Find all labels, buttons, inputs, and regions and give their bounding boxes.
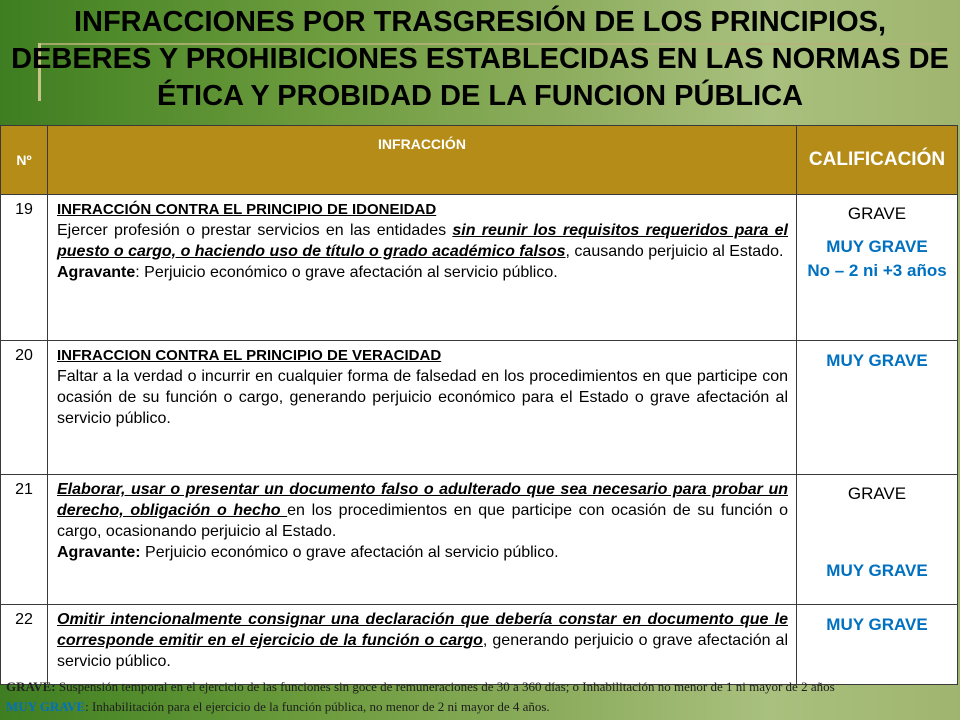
row-number: 20 [1, 341, 48, 475]
header-num: Nº [1, 126, 48, 195]
footer-notes [0, 677, 960, 720]
footer-muy-grave-text: : Inhabilitación para el ejercicio de la función pública, no menor de 2 ni mayor de 4 años. [85, 699, 550, 714]
footer-muy-grave-line [6, 697, 550, 717]
row-text: Ejercer profesión o prestar servicios en las entidades [57, 222, 453, 239]
footer-grave-text: Suspensión temporal en el ejercicio de las funciones sin goce de remuneraciones de 30 a 360 días; o Inhabilitación no menor de 1 ni mayor de 2 años [55, 679, 835, 694]
row-infraction [48, 341, 797, 475]
row-text-emphasis: sin reunir los requisitos requeridos para el puesto o cargo, o haciendo uso de título o grado académico falsos [57, 222, 788, 260]
row-rating [797, 195, 958, 341]
rating-term: No – 2 ni +3 años [807, 261, 947, 280]
row-text: Faltar a la verdad o incurrir en cualquier forma de falsedad en los procedimientos en que participe con ocasión de su función o cargo, generando perjuicio económico para el Estado o grave afectación al servicio público. [57, 368, 788, 427]
header-infraction: INFRACCIÓN [48, 126, 797, 195]
aggravating-label: Agravante: [57, 544, 141, 561]
row-text: , causando perjuicio al Estado. [565, 243, 784, 260]
slide-title: INFRACCIONES POR TRASGRESIÓN DE LOS PRINCIPIOS, DEBERES Y PROHIBICIONES ESTABLECIDAS EN LAS NORMAS DE ÉTICA Y PROBIDAD DE LA FUNCION PÚBLICA [11, 6, 949, 112]
footer-grave-line [6, 677, 956, 697]
table-row [1, 341, 958, 475]
row-number: 22 [1, 605, 48, 685]
rating-grave: GRAVE [847, 204, 907, 223]
row-number: 21 [1, 475, 48, 605]
infractions-table-container [0, 125, 960, 685]
table-row [1, 195, 958, 341]
row-text-emphasis: Elaborar, usar o presentar un documento falso o adulterado que sea necesario para probar un derecho, obligación o hecho [57, 481, 788, 519]
header-rating: CALIFICACIÓN [797, 126, 958, 195]
row-text: , generando perjuicio o grave afectación al servicio público. [57, 632, 788, 670]
row-rating [797, 475, 958, 605]
rating-muy-grave: MUY GRAVE [826, 351, 928, 370]
footer-grave-label: GRAVE: [6, 679, 56, 694]
table-header-row [1, 126, 958, 195]
aggravating-text: Perjuicio económico o grave afectación al servicio público. [140, 544, 559, 561]
row-rating [797, 341, 958, 475]
footer-muy-grave-label: MUY GRAVE [6, 699, 86, 714]
aggravating-text: : Perjuicio económico o grave afectación al servicio público. [135, 264, 558, 281]
row-heading: INFRACCIÓN CONTRA EL PRINCIPIO DE IDONEIDAD [57, 201, 437, 218]
row-number: 19 [1, 195, 48, 341]
rating-grave: GRAVE [847, 484, 907, 503]
rating-muy-grave: MUY GRAVE [826, 237, 928, 256]
row-infraction [48, 475, 797, 605]
row-infraction [48, 195, 797, 341]
aggravating-label: Agravante [57, 264, 136, 281]
row-text-emphasis: Omitir intencionalmente consignar una declaración que debería constar en documento que le corresponde emitir en el ejercicio de la función o cargo [57, 611, 788, 649]
row-infraction [48, 605, 797, 685]
rating-muy-grave: MUY GRAVE [826, 561, 928, 580]
row-heading: INFRACCION CONTRA EL PRINCIPIO DE VERACIDAD [57, 347, 442, 364]
infractions-table [0, 125, 958, 685]
rating-muy-grave: MUY GRAVE [826, 615, 928, 634]
row-rating [797, 605, 958, 685]
table-row [1, 475, 958, 605]
table-row [1, 605, 958, 685]
row-text: en los procedimientos en que participe con ocasión de su función o cargo, ocasionando perjuicio al Estado. [57, 502, 789, 540]
